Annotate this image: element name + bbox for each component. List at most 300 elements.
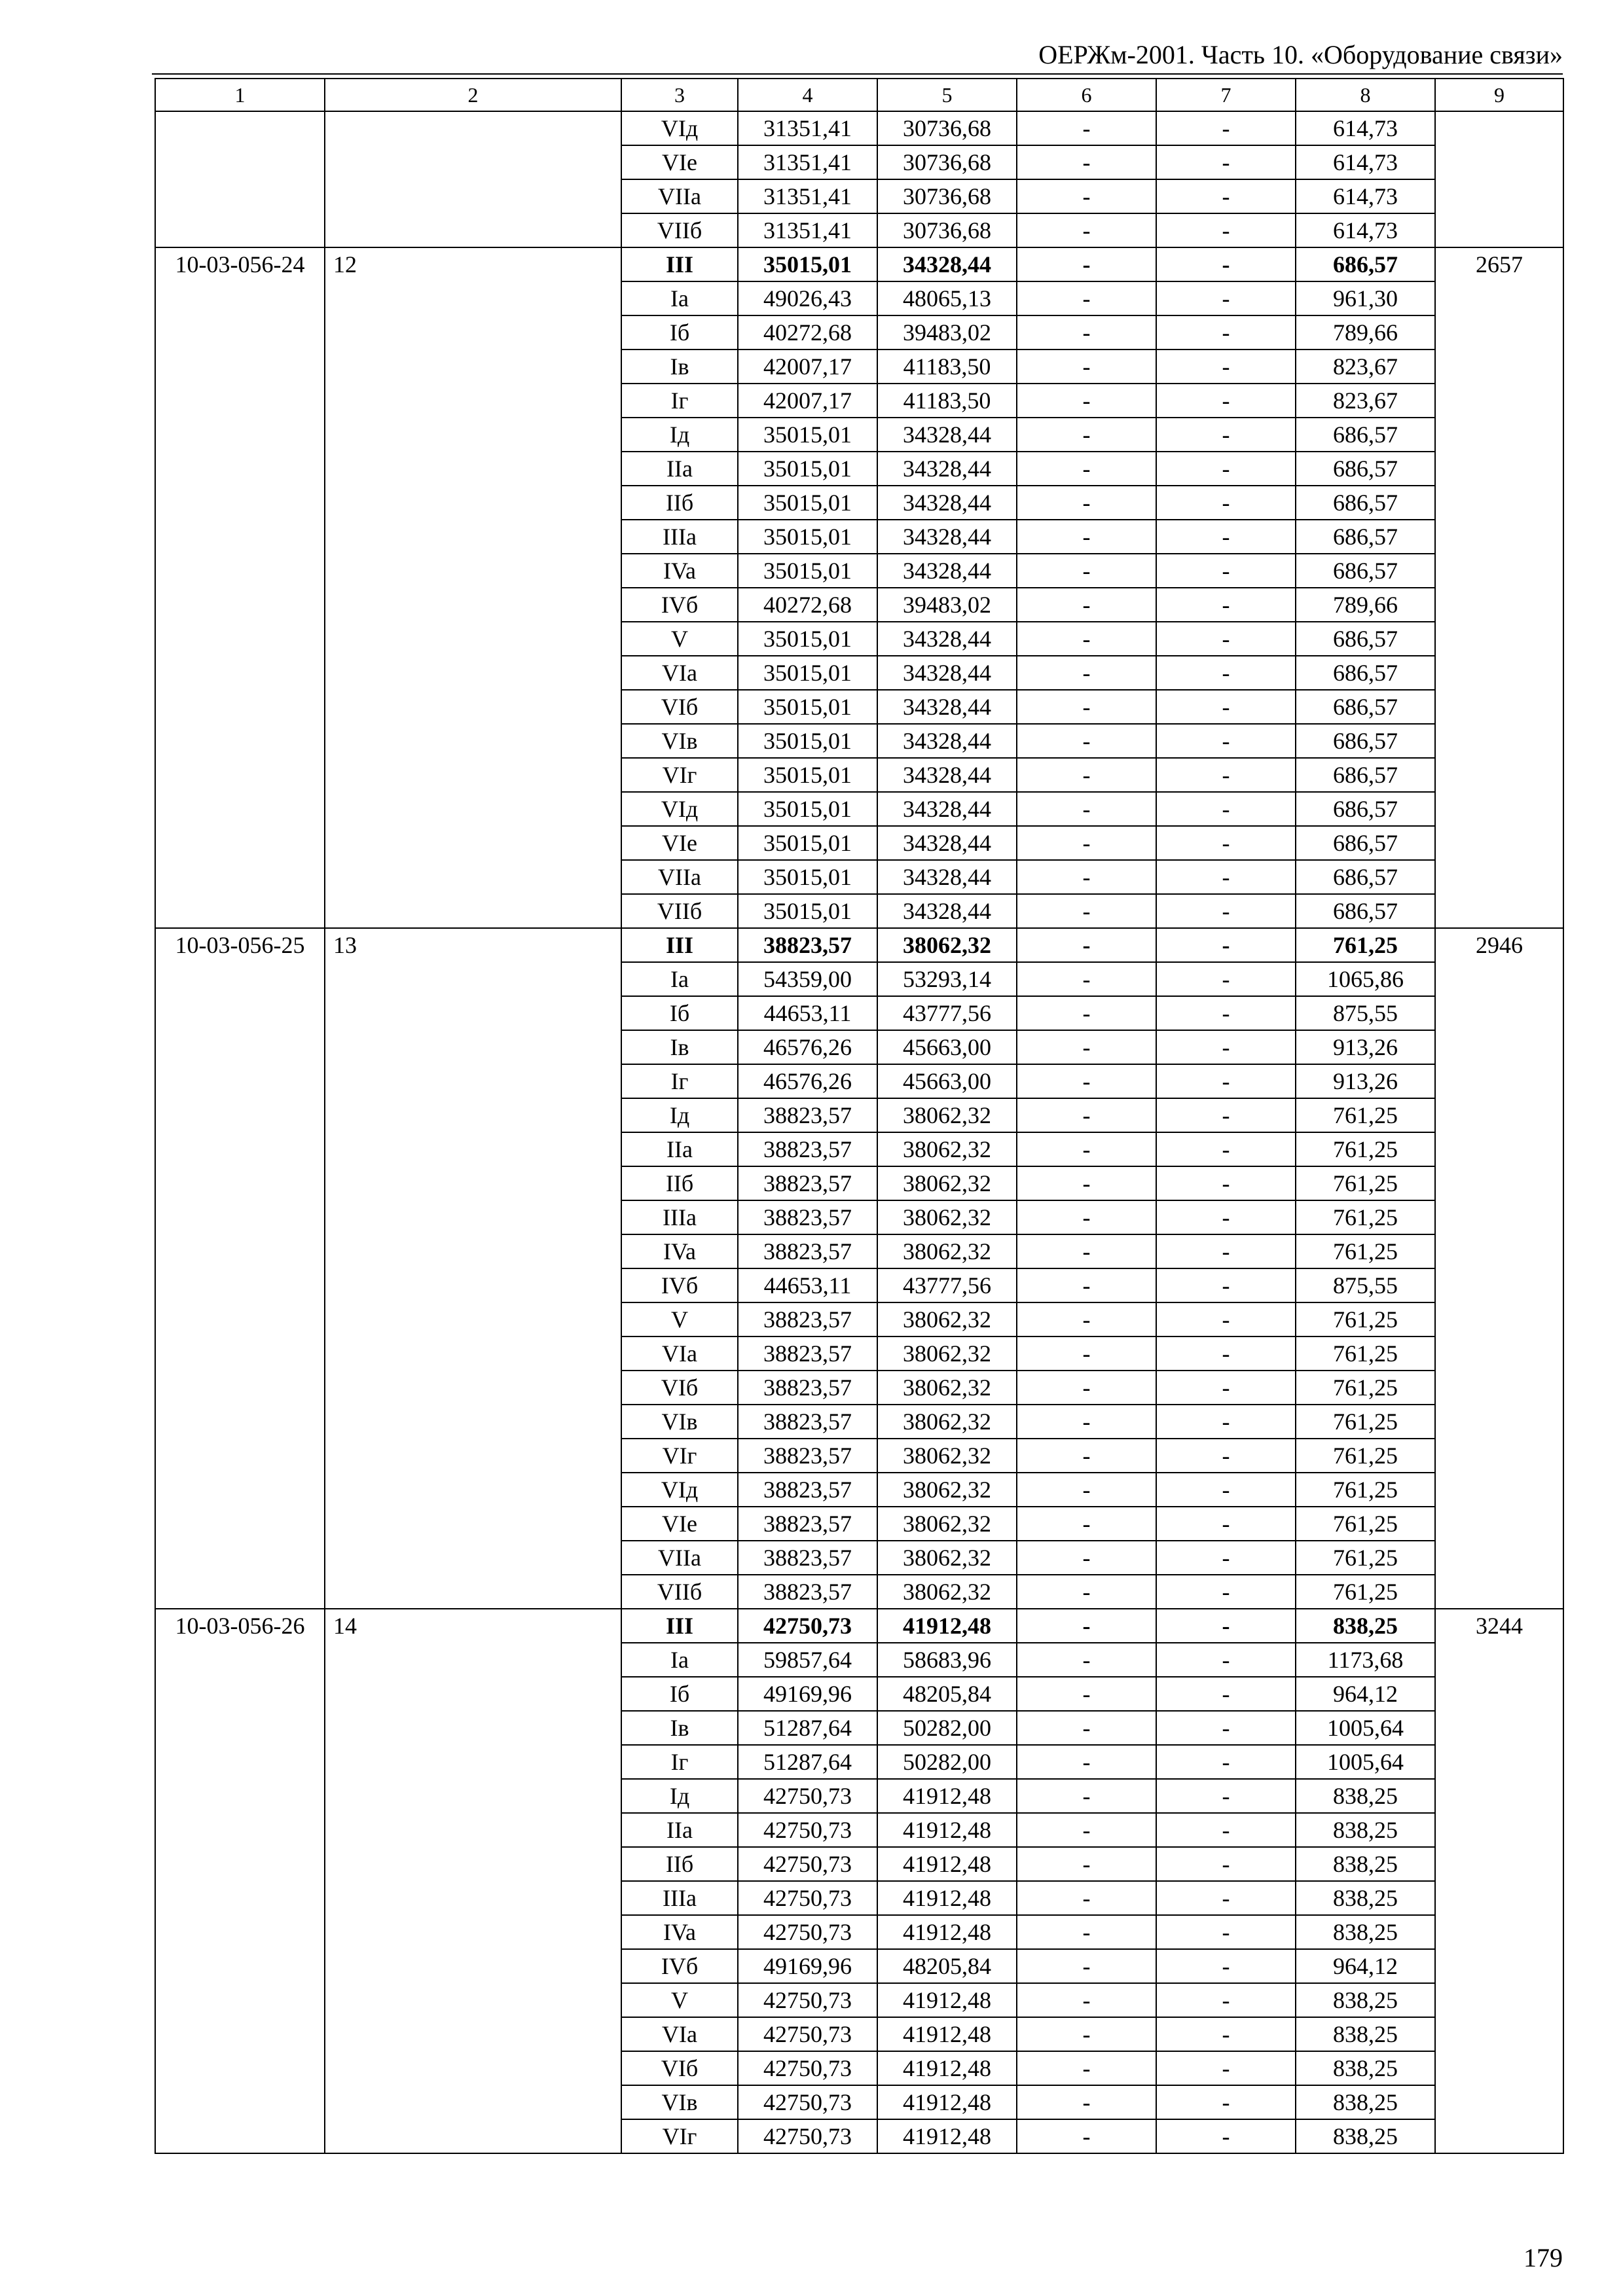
value-col4-cell: 35015,01 [738, 758, 877, 792]
zone-cell: VIг [621, 1439, 738, 1473]
value-col5-cell: 38062,32 [877, 1234, 1017, 1268]
value-col4-cell: 54359,00 [738, 962, 877, 996]
value-col7-cell: - [1156, 315, 1296, 350]
value-col7-cell: - [1156, 1745, 1296, 1779]
zone-cell: VIe [621, 145, 738, 179]
value-col4-cell: 42750,73 [738, 1779, 877, 1813]
value-col7-cell: - [1156, 622, 1296, 656]
value-col5-cell: 43777,56 [877, 1268, 1017, 1302]
value-col8-cell: 838,25 [1296, 1915, 1435, 1949]
value-col6-cell: - [1017, 111, 1156, 145]
value-col6-cell: - [1017, 1302, 1156, 1336]
value-col6-cell: - [1017, 792, 1156, 826]
value-col7-cell: - [1156, 2085, 1296, 2119]
value-col6-cell: - [1017, 1915, 1156, 1949]
value-col4-cell: 42750,73 [738, 2017, 877, 2051]
value-col8-cell: 614,73 [1296, 179, 1435, 213]
zone-cell: VIa [621, 656, 738, 690]
value-col4-cell: 38823,57 [738, 1098, 877, 1132]
value-col6-cell: - [1017, 452, 1156, 486]
value-col6-cell: - [1017, 1268, 1156, 1302]
zone-cell: VIб [621, 2051, 738, 2085]
value-col8-cell: 686,57 [1296, 826, 1435, 860]
value-col7-cell: - [1156, 1677, 1296, 1711]
value-col6-cell: - [1017, 588, 1156, 622]
value-col4-cell: 35015,01 [738, 554, 877, 588]
zone-cell: V [621, 1983, 738, 2017]
value-col5-cell: 39483,02 [877, 315, 1017, 350]
value-col8-cell: 614,73 [1296, 145, 1435, 179]
value-col4-cell: 35015,01 [738, 247, 877, 281]
value-col4-cell: 35015,01 [738, 724, 877, 758]
value-col6-cell: - [1017, 1064, 1156, 1098]
value-col6-cell: - [1017, 758, 1156, 792]
value-col8-cell: 761,25 [1296, 1541, 1435, 1575]
value-col4-cell: 59857,64 [738, 1643, 877, 1677]
zone-cell: Iв [621, 1711, 738, 1745]
value-col4-cell: 40272,68 [738, 315, 877, 350]
value-col6-cell: - [1017, 1745, 1156, 1779]
value-col8-cell: 614,73 [1296, 213, 1435, 247]
value-col8-cell: 838,25 [1296, 2051, 1435, 2085]
zone-cell: IVa [621, 554, 738, 588]
value-col7-cell: - [1156, 1711, 1296, 1745]
value-col7-cell: - [1156, 2017, 1296, 2051]
value-col7-cell: - [1156, 350, 1296, 384]
column9-cell: 2946 [1435, 928, 1563, 1609]
value-col8-cell: 961,30 [1296, 281, 1435, 315]
value-col7-cell: - [1156, 1200, 1296, 1234]
value-col5-cell: 45663,00 [877, 1030, 1017, 1064]
zone-cell: III [621, 247, 738, 281]
value-col8-cell: 614,73 [1296, 111, 1435, 145]
zone-cell: VIд [621, 111, 738, 145]
value-col6-cell: - [1017, 996, 1156, 1030]
zone-cell: VIг [621, 758, 738, 792]
value-col6-cell: - [1017, 2119, 1156, 2153]
value-col6-cell: - [1017, 1030, 1156, 1064]
value-col4-cell: 40272,68 [738, 588, 877, 622]
value-col4-cell: 42750,73 [738, 2085, 877, 2119]
zone-cell: Iб [621, 1677, 738, 1711]
value-col5-cell: 41912,48 [877, 1609, 1017, 1643]
zone-cell: V [621, 622, 738, 656]
value-col7-cell: - [1156, 1302, 1296, 1336]
value-col4-cell: 44653,11 [738, 1268, 877, 1302]
value-col5-cell: 34328,44 [877, 792, 1017, 826]
value-col8-cell: 761,25 [1296, 1371, 1435, 1405]
value-col8-cell: 789,66 [1296, 315, 1435, 350]
value-col6-cell: - [1017, 1983, 1156, 2017]
value-col5-cell: 38062,32 [877, 1371, 1017, 1405]
value-col4-cell: 38823,57 [738, 1473, 877, 1507]
value-col4-cell: 38823,57 [738, 1234, 877, 1268]
value-col6-cell: - [1017, 1166, 1156, 1200]
value-col5-cell: 34328,44 [877, 622, 1017, 656]
value-col8-cell: 838,25 [1296, 2017, 1435, 2051]
value-col5-cell: 38062,32 [877, 1166, 1017, 1200]
zone-cell: Iв [621, 350, 738, 384]
value-col4-cell: 31351,41 [738, 145, 877, 179]
value-col6-cell: - [1017, 1575, 1156, 1609]
zone-cell: Iд [621, 1098, 738, 1132]
value-col7-cell: - [1156, 1473, 1296, 1507]
value-col6-cell: - [1017, 1473, 1156, 1507]
value-col7-cell: - [1156, 418, 1296, 452]
value-col6-cell: - [1017, 145, 1156, 179]
value-col8-cell: 1173,68 [1296, 1643, 1435, 1677]
value-col8-cell: 838,25 [1296, 1813, 1435, 1847]
page-number: 179 [1523, 2243, 1563, 2272]
value-col4-cell: 49026,43 [738, 281, 877, 315]
value-col4-cell: 38823,57 [738, 1371, 877, 1405]
value-col6-cell: - [1017, 1098, 1156, 1132]
value-col5-cell: 41912,48 [877, 1779, 1017, 1813]
value-col5-cell: 38062,32 [877, 1575, 1017, 1609]
value-col7-cell: - [1156, 1881, 1296, 1915]
header-rule [152, 73, 1563, 75]
zone-cell: VIIa [621, 179, 738, 213]
value-col4-cell: 42750,73 [738, 1881, 877, 1915]
value-col4-cell: 35015,01 [738, 792, 877, 826]
value-col8-cell: 761,25 [1296, 1132, 1435, 1166]
rate-number-cell [325, 111, 621, 247]
value-col6-cell: - [1017, 928, 1156, 962]
value-col5-cell: 38062,32 [877, 1473, 1017, 1507]
zone-cell: III [621, 928, 738, 962]
value-col6-cell: - [1017, 520, 1156, 554]
value-col8-cell: 838,25 [1296, 1847, 1435, 1881]
value-col5-cell: 34328,44 [877, 452, 1017, 486]
zone-cell: IVa [621, 1234, 738, 1268]
value-col8-cell: 686,57 [1296, 520, 1435, 554]
zone-cell: Ia [621, 1643, 738, 1677]
price-table [155, 78, 1564, 2154]
value-col4-cell: 35015,01 [738, 486, 877, 520]
value-col8-cell: 761,25 [1296, 1575, 1435, 1609]
value-col5-cell: 34328,44 [877, 894, 1017, 928]
value-col5-cell: 38062,32 [877, 1200, 1017, 1234]
value-col6-cell: - [1017, 1507, 1156, 1541]
zone-cell: IIa [621, 1813, 738, 1847]
value-col8-cell: 761,25 [1296, 1166, 1435, 1200]
value-col4-cell: 38823,57 [738, 1200, 877, 1234]
value-col8-cell: 686,57 [1296, 724, 1435, 758]
value-col6-cell: - [1017, 315, 1156, 350]
zone-cell: IIIa [621, 1200, 738, 1234]
value-col7-cell: - [1156, 179, 1296, 213]
value-col8-cell: 686,57 [1296, 418, 1435, 452]
value-col4-cell: 42750,73 [738, 2119, 877, 2153]
value-col5-cell: 58683,96 [877, 1643, 1017, 1677]
rate-code-cell: 10-03-056-25 [155, 928, 325, 1609]
value-col7-cell: - [1156, 1949, 1296, 1983]
rate-number-cell: 14 [325, 1609, 621, 2153]
value-col8-cell: 838,25 [1296, 2119, 1435, 2153]
value-col4-cell: 46576,26 [738, 1064, 877, 1098]
value-col5-cell: 41912,48 [877, 2017, 1017, 2051]
zone-cell: IIб [621, 1166, 738, 1200]
zone-cell: VIa [621, 1336, 738, 1371]
value-col8-cell: 686,57 [1296, 452, 1435, 486]
zone-cell: VIIб [621, 1575, 738, 1609]
value-col7-cell: - [1156, 860, 1296, 894]
value-col7-cell: - [1156, 452, 1296, 486]
value-col8-cell: 686,57 [1296, 656, 1435, 690]
value-col4-cell: 35015,01 [738, 520, 877, 554]
value-col4-cell: 38823,57 [738, 1575, 877, 1609]
zone-cell: V [621, 1302, 738, 1336]
value-col7-cell: - [1156, 145, 1296, 179]
zone-cell: Ia [621, 962, 738, 996]
value-col7-cell: - [1156, 588, 1296, 622]
column-header-4: 4 [738, 79, 877, 111]
value-col8-cell: 686,57 [1296, 622, 1435, 656]
value-col6-cell: - [1017, 894, 1156, 928]
value-col8-cell: 686,57 [1296, 690, 1435, 724]
value-col5-cell: 30736,68 [877, 213, 1017, 247]
value-col7-cell: - [1156, 1064, 1296, 1098]
value-col5-cell: 38062,32 [877, 928, 1017, 962]
zone-cell: Iд [621, 418, 738, 452]
value-col5-cell: 41912,48 [877, 1847, 1017, 1881]
value-col7-cell: - [1156, 928, 1296, 962]
value-col6-cell: - [1017, 1336, 1156, 1371]
value-col5-cell: 34328,44 [877, 418, 1017, 452]
value-col6-cell: - [1017, 690, 1156, 724]
value-col8-cell: 686,57 [1296, 554, 1435, 588]
value-col7-cell: - [1156, 1371, 1296, 1405]
zone-cell: VIб [621, 690, 738, 724]
column-header-2: 2 [325, 79, 621, 111]
value-col6-cell: - [1017, 1847, 1156, 1881]
value-col4-cell: 42750,73 [738, 1813, 877, 1847]
zone-cell: Iг [621, 384, 738, 418]
value-col7-cell: - [1156, 2051, 1296, 2085]
value-col7-cell: - [1156, 520, 1296, 554]
value-col4-cell: 38823,57 [738, 1166, 877, 1200]
value-col7-cell: - [1156, 1166, 1296, 1200]
table-body [155, 79, 1563, 2153]
value-col6-cell: - [1017, 622, 1156, 656]
value-col6-cell: - [1017, 179, 1156, 213]
value-col6-cell: - [1017, 1200, 1156, 1234]
value-col6-cell: - [1017, 384, 1156, 418]
value-col7-cell: - [1156, 1915, 1296, 1949]
value-col7-cell: - [1156, 1507, 1296, 1541]
value-col7-cell: - [1156, 1336, 1296, 1371]
value-col5-cell: 41912,48 [877, 1983, 1017, 2017]
value-col6-cell: - [1017, 962, 1156, 996]
value-col8-cell: 1005,64 [1296, 1745, 1435, 1779]
value-col8-cell: 686,57 [1296, 860, 1435, 894]
value-col7-cell: - [1156, 247, 1296, 281]
value-col7-cell: - [1156, 792, 1296, 826]
value-col5-cell: 34328,44 [877, 486, 1017, 520]
value-col5-cell: 34328,44 [877, 860, 1017, 894]
value-col7-cell: - [1156, 281, 1296, 315]
column-header-8: 8 [1296, 79, 1435, 111]
value-col7-cell: - [1156, 1813, 1296, 1847]
value-col6-cell: - [1017, 656, 1156, 690]
value-col7-cell: - [1156, 1575, 1296, 1609]
value-col8-cell: 686,57 [1296, 758, 1435, 792]
value-col7-cell: - [1156, 111, 1296, 145]
value-col7-cell: - [1156, 962, 1296, 996]
value-col5-cell: 38062,32 [877, 1336, 1017, 1371]
value-col6-cell: - [1017, 1132, 1156, 1166]
value-col4-cell: 38823,57 [738, 1541, 877, 1575]
value-col8-cell: 823,67 [1296, 384, 1435, 418]
value-col5-cell: 38062,32 [877, 1132, 1017, 1166]
value-col4-cell: 49169,96 [738, 1677, 877, 1711]
value-col4-cell: 38823,57 [738, 928, 877, 962]
value-col4-cell: 35015,01 [738, 418, 877, 452]
zone-cell: IVб [621, 1268, 738, 1302]
value-col8-cell: 838,25 [1296, 2085, 1435, 2119]
column9-cell [1435, 111, 1563, 247]
column-header-9: 9 [1435, 79, 1563, 111]
value-col7-cell: - [1156, 1609, 1296, 1643]
value-col8-cell: 838,25 [1296, 1983, 1435, 2017]
value-col6-cell: - [1017, 826, 1156, 860]
column-header-row [155, 79, 1563, 111]
rate-number-cell: 12 [325, 247, 621, 928]
value-col6-cell: - [1017, 418, 1156, 452]
value-col6-cell: - [1017, 1711, 1156, 1745]
value-col6-cell: - [1017, 2017, 1156, 2051]
value-col4-cell: 42750,73 [738, 1609, 877, 1643]
value-col6-cell: - [1017, 1405, 1156, 1439]
value-col7-cell: - [1156, 1439, 1296, 1473]
zone-cell: VIд [621, 792, 738, 826]
zone-cell: Ia [621, 281, 738, 315]
value-col5-cell: 30736,68 [877, 111, 1017, 145]
value-col7-cell: - [1156, 1541, 1296, 1575]
zone-cell: IIa [621, 1132, 738, 1166]
rate-code-cell: 10-03-056-24 [155, 247, 325, 928]
value-col6-cell: - [1017, 2051, 1156, 2085]
value-col7-cell: - [1156, 554, 1296, 588]
value-col8-cell: 761,25 [1296, 1098, 1435, 1132]
value-col7-cell: - [1156, 1030, 1296, 1064]
zone-cell: VIг [621, 2119, 738, 2153]
value-col5-cell: 41912,48 [877, 1813, 1017, 1847]
value-col4-cell: 49169,96 [738, 1949, 877, 1983]
value-col8-cell: 761,25 [1296, 1507, 1435, 1541]
column-header-3: 3 [621, 79, 738, 111]
value-col4-cell: 46576,26 [738, 1030, 877, 1064]
value-col8-cell: 761,25 [1296, 1200, 1435, 1234]
value-col8-cell: 1065,86 [1296, 962, 1435, 996]
value-col4-cell: 35015,01 [738, 860, 877, 894]
value-col6-cell: - [1017, 724, 1156, 758]
value-col6-cell: - [1017, 1677, 1156, 1711]
rate-code-cell: 10-03-056-26 [155, 1609, 325, 2153]
zone-cell: Iб [621, 996, 738, 1030]
value-col7-cell: - [1156, 724, 1296, 758]
value-col4-cell: 38823,57 [738, 1336, 877, 1371]
zone-cell: Iг [621, 1064, 738, 1098]
value-col5-cell: 38062,32 [877, 1405, 1017, 1439]
value-col7-cell: - [1156, 2119, 1296, 2153]
value-col5-cell: 34328,44 [877, 724, 1017, 758]
value-col7-cell: - [1156, 1098, 1296, 1132]
zone-cell: IIIa [621, 1881, 738, 1915]
value-col5-cell: 34328,44 [877, 826, 1017, 860]
value-col8-cell: 964,12 [1296, 1677, 1435, 1711]
value-col4-cell: 42750,73 [738, 1983, 877, 2017]
value-col4-cell: 51287,64 [738, 1711, 877, 1745]
value-col6-cell: - [1017, 247, 1156, 281]
value-col5-cell: 38062,32 [877, 1507, 1017, 1541]
zone-cell: VIa [621, 2017, 738, 2051]
value-col8-cell: 761,25 [1296, 1302, 1435, 1336]
value-col5-cell: 34328,44 [877, 520, 1017, 554]
value-col8-cell: 686,57 [1296, 486, 1435, 520]
value-col4-cell: 35015,01 [738, 690, 877, 724]
value-col5-cell: 34328,44 [877, 656, 1017, 690]
value-col8-cell: 761,25 [1296, 1405, 1435, 1439]
column-header-1: 1 [155, 79, 325, 111]
zone-cell: IVб [621, 588, 738, 622]
value-col5-cell: 48205,84 [877, 1677, 1017, 1711]
rate-code-cell [155, 111, 325, 247]
zone-cell: IIa [621, 452, 738, 486]
column-header-5: 5 [877, 79, 1017, 111]
zone-cell: VIIa [621, 1541, 738, 1575]
value-col6-cell: - [1017, 1779, 1156, 1813]
value-col6-cell: - [1017, 1371, 1156, 1405]
value-col5-cell: 38062,32 [877, 1302, 1017, 1336]
value-col5-cell: 48065,13 [877, 281, 1017, 315]
value-col5-cell: 48205,84 [877, 1949, 1017, 1983]
value-col7-cell: - [1156, 213, 1296, 247]
value-col6-cell: - [1017, 1439, 1156, 1473]
zone-cell: VIд [621, 1473, 738, 1507]
value-col8-cell: 789,66 [1296, 588, 1435, 622]
value-col7-cell: - [1156, 1405, 1296, 1439]
value-col7-cell: - [1156, 1643, 1296, 1677]
value-col8-cell: 761,25 [1296, 1439, 1435, 1473]
value-col6-cell: - [1017, 554, 1156, 588]
value-col4-cell: 38823,57 [738, 1439, 877, 1473]
table-row [155, 247, 1563, 281]
value-col6-cell: - [1017, 486, 1156, 520]
column-header-7: 7 [1156, 79, 1296, 111]
value-col6-cell: - [1017, 1541, 1156, 1575]
value-col4-cell: 38823,57 [738, 1132, 877, 1166]
value-col6-cell: - [1017, 2085, 1156, 2119]
zone-cell: Iд [621, 1779, 738, 1813]
column9-cell: 3244 [1435, 1609, 1563, 2153]
zone-cell: Iб [621, 315, 738, 350]
value-col8-cell: 913,26 [1296, 1030, 1435, 1064]
value-col7-cell: - [1156, 690, 1296, 724]
zone-cell: IIб [621, 486, 738, 520]
value-col4-cell: 31351,41 [738, 179, 877, 213]
table-row [155, 111, 1563, 145]
value-col7-cell: - [1156, 1847, 1296, 1881]
value-col4-cell: 35015,01 [738, 656, 877, 690]
value-col5-cell: 38062,32 [877, 1439, 1017, 1473]
value-col6-cell: - [1017, 1234, 1156, 1268]
value-col6-cell: - [1017, 281, 1156, 315]
value-col4-cell: 35015,01 [738, 894, 877, 928]
value-col5-cell: 38062,32 [877, 1541, 1017, 1575]
value-col5-cell: 39483,02 [877, 588, 1017, 622]
value-col5-cell: 41912,48 [877, 1915, 1017, 1949]
